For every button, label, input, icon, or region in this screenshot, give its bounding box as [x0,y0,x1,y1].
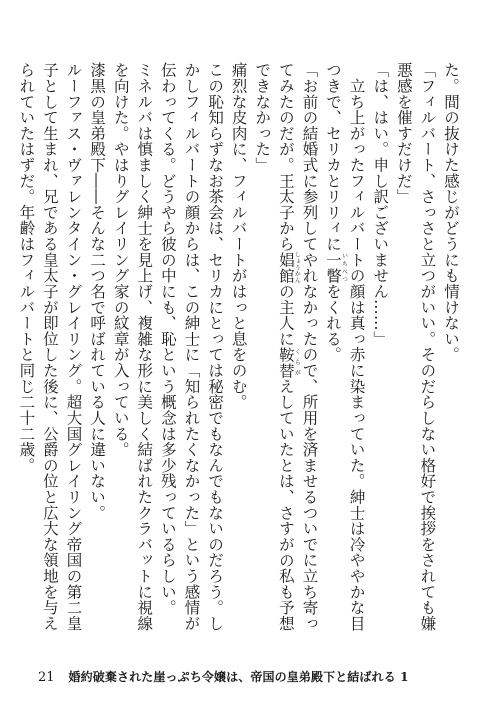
paragraph-8: ミネルバは慎ましく紳士を見上げ、複雑な形に美しく結ばれたクラバットに視線を向けた。やはりグレイリング家の紋章が入っている。 [111,62,154,632]
page-number: 21 [38,670,55,685]
vertical-body-text [17,62,462,640]
ruby-shoukan: 娼館しょうかん [276,251,301,284]
paragraph-9: 漆黒の皇弟殿下――そんな二つ名で呼ばれている人に違いない。 [88,62,107,521]
running-title: 婚約破棄された崖っぷち令嬢は、帝国の皇弟殿下と結ばれる 1 [68,670,409,684]
paragraph-3: 「は、はい。申し訳ございません……」 [371,62,390,347]
ruby-kuragae: 鞍替くらが [276,346,301,379]
ruby-ichibetsu: 一瞥いちべつ [324,251,348,284]
paragraph-7: この恥知らずなお茶会は、セリカにとっては秘密でもなんでもないのだろう。しかしフィルバートの顔からは、この紳士に「知られたくなかった」という感情が伝わってくる。どうやら彼の中にも、恥という概念は多少残っているらしい。 [158,62,225,632]
paragraph-1: た。間の抜けた感じがどうにも情けない。 [442,62,460,363]
paragraph-10: ルーファス・ヴァレンタイン・グレイリング。超大国グレイリング帝国の第二皇子として生まれ、兄である皇太子が即位した後に、公爵の位と広大な領地を与えられていたはずだ。年齢はフィルバートと同じ二十二歳。 [17,62,83,632]
paragraph-2: 「フィルバート、さっさと立つがいい。そのだらしない格好で挨拶をされても嫌悪感を催すだけだ」 [394,62,437,632]
paragraph-5: 「お前の結婚式に参列してやれなかったので、所用を済ませるついでに立ち寄ってみたのだが。王太子から娼館しょうかんの主人に鞍替くらがえしていたとは、さすがの私も予想できなかった」 [253,62,319,632]
page-footer [38,668,409,685]
paragraph-6: 痛烈な皮肉に、フィルバートがはっと息をのむ。 [229,62,248,410]
paragraph-4: 立ち上がったフィルバートの顔は真っ赤に染まっていた。紳士は冷ややかな目つきで、セリカとリリィに一瞥いちべつをくれる。 [324,62,366,632]
